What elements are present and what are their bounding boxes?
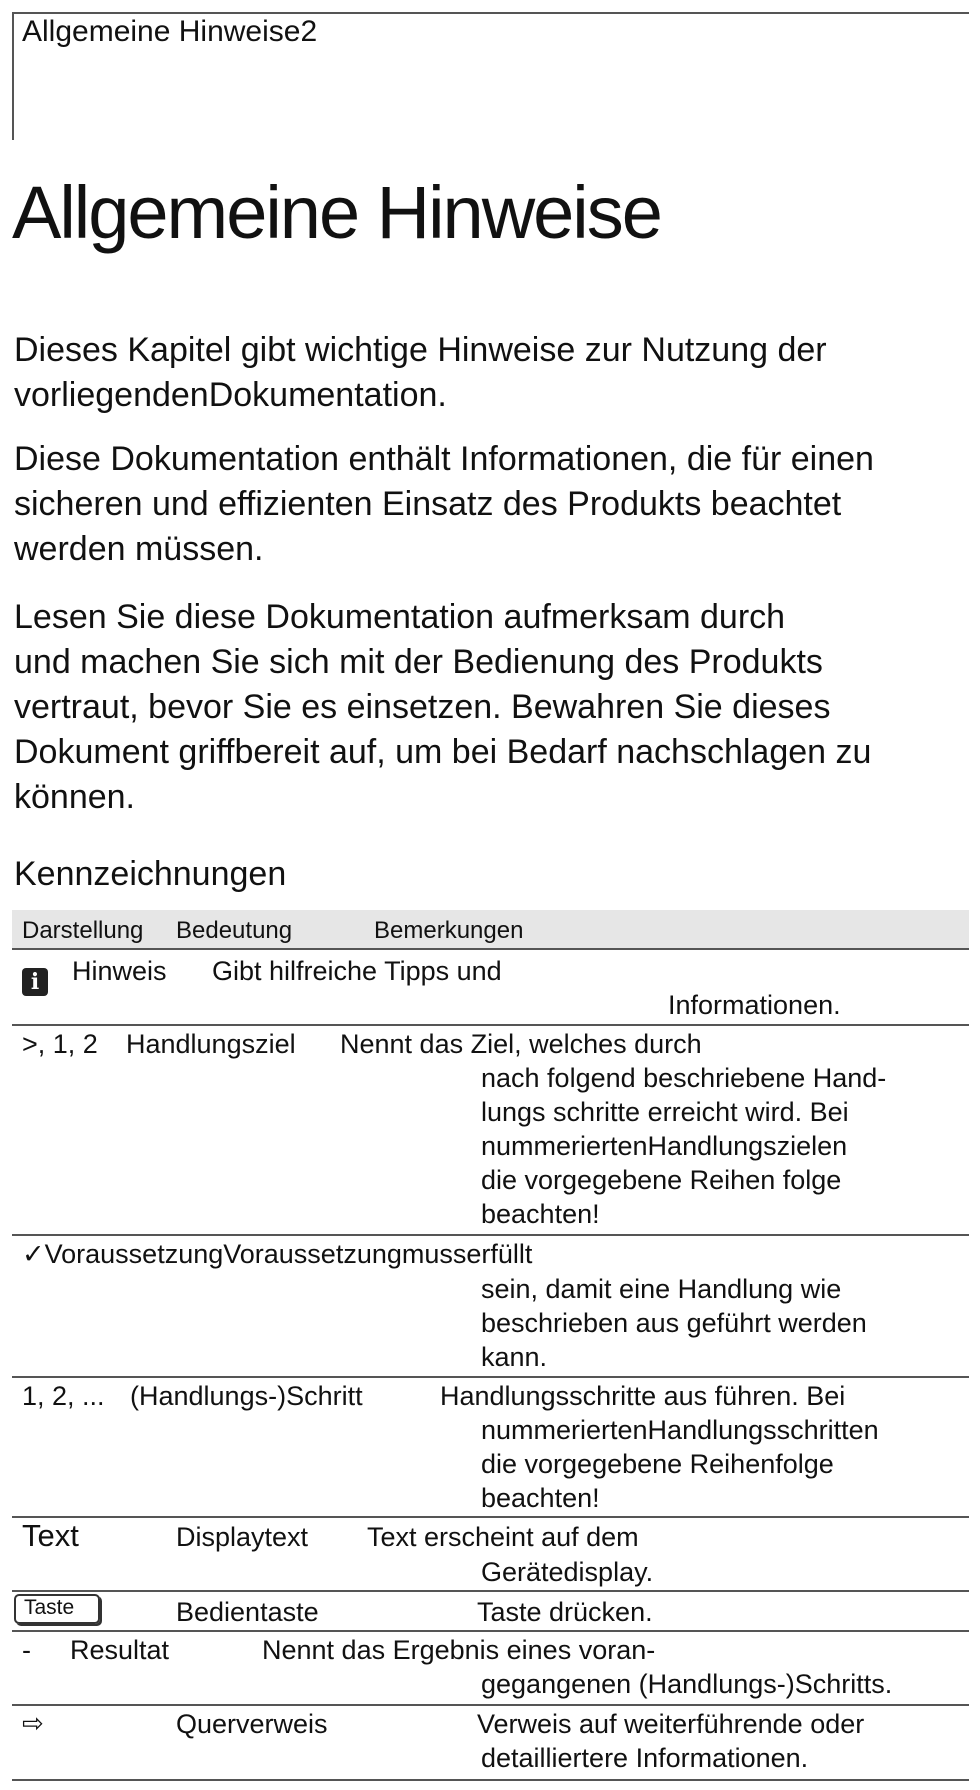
remark-line: beachten! (481, 1199, 600, 1229)
remark-line: kann. (481, 1342, 548, 1372)
row-displaytext-remark-line: Gerätedisplay. (481, 1557, 654, 1587)
row-divider (12, 1516, 969, 1518)
running-header-title: Allgemeine Hinweise (22, 15, 301, 48)
row-voraussetzung-remark-line: Voraussetzungmusserfüllt (223, 1239, 533, 1269)
row-handlungsziel-symbol: >, 1, 2 (22, 1029, 98, 1059)
paragraph-line: Lesen Sie diese Dokumentation aufmerksam durch (14, 598, 786, 636)
row-schritt-remarks (481, 1413, 879, 1515)
section-heading: Kennzeichnungen (14, 855, 287, 893)
remark-line: nummeriertenHandlungszielen (481, 1131, 848, 1161)
key-label-text: Taste (24, 1596, 75, 1619)
paragraph-1 (14, 328, 974, 418)
paragraph-line: vorliegendenDokumentation. (14, 376, 447, 414)
page-title: Allgemeine Hinweise (12, 171, 661, 254)
column-header-darstellung: Darstellung (22, 917, 144, 944)
remark-line: lungs schritte erreicht wird. Bei (481, 1097, 849, 1127)
row-voraussetzung-meaning: Voraussetzung (44, 1239, 224, 1269)
row-displaytext-remark-line: Text erscheint auf dem (367, 1522, 639, 1552)
row-divider (12, 1024, 969, 1026)
paragraph-line: werden müssen. (14, 530, 264, 568)
row-handlungsziel-meaning: Handlungsziel (126, 1029, 296, 1059)
row-schritt-meaning: (Handlungs-)Schritt (130, 1381, 363, 1411)
running-header (22, 14, 317, 50)
row-resultat-meaning: Resultat (70, 1635, 170, 1665)
paragraph-line: und machen Sie sich mit der Bedienung des Produkts (14, 643, 823, 681)
row-hinweis-meaning: Hinweis (72, 956, 167, 986)
remark-line: die vorgegebene Reihen folge (481, 1165, 842, 1195)
row-handlungsziel-remarks (481, 1061, 886, 1231)
key-label-icon (14, 1594, 100, 1624)
row-resultat-symbol: - (22, 1635, 31, 1665)
row-hinweis-remark-line: Informationen. (668, 990, 841, 1020)
row-displaytext-meaning: Displaytext (176, 1522, 309, 1552)
remark-line: detailliertere Informationen. (481, 1743, 809, 1773)
remark-line: die vorgegebene Reihenfolge (481, 1449, 834, 1479)
row-divider (12, 1376, 969, 1378)
remark-line: beachten! (481, 1483, 600, 1513)
row-resultat-remark-line: gegangenen (Handlungs-)Schritts. (481, 1669, 893, 1699)
row-divider (12, 1704, 969, 1706)
row-resultat-remark-line: Nennt das Ergebnis eines voran- (262, 1635, 656, 1665)
row-divider (12, 1630, 969, 1632)
header-side-rule (12, 12, 14, 140)
row-voraussetzung-remarks (481, 1272, 867, 1374)
row-querverweis-meaning: Querverweis (176, 1709, 328, 1739)
paragraph-line: Dieses Kapitel gibt wichtige Hinweise zur Nutzung der (14, 331, 827, 369)
row-hinweis-remark-line: Gibt hilfreiche Tipps und (212, 956, 502, 986)
info-icon: i (22, 968, 48, 996)
arrow-right-icon: ⇨ (22, 1708, 44, 1738)
column-header-bedeutung: Bedeutung (176, 917, 293, 944)
paragraph-2 (14, 437, 974, 572)
column-header-bemerkungen: Bemerkungen (374, 917, 524, 944)
row-displaytext-symbol: Text (22, 1518, 79, 1553)
remark-line: nach folgend beschriebene Hand- (481, 1063, 887, 1093)
row-bedientaste-remark-line: Taste drücken. (477, 1597, 653, 1627)
paragraph-line: Dokument griffbereit auf, um bei Bedarf nachschlagen zu (14, 733, 872, 771)
remark-line: beschrieben aus geführt werden (481, 1308, 867, 1338)
remark-line: sein, damit eine Handlung wie (481, 1274, 842, 1304)
row-bedientaste-meaning: Bedientaste (176, 1597, 319, 1627)
paragraph-line: sicheren und effizienten Einsatz des Produkts beachtet (14, 485, 842, 523)
row-schritt-remark-line: Handlungsschritte aus führen. Bei (440, 1381, 846, 1411)
row-schritt-symbol: 1, 2, ... (22, 1381, 105, 1411)
row-divider (12, 1234, 969, 1236)
page-number: 2 (300, 15, 318, 48)
remark-line: nummeriertenHandlungsschritten (481, 1415, 879, 1445)
paragraph-line: Diese Dokumentation enthält Informationen, die für einen (14, 440, 874, 478)
row-voraussetzung-first-line (22, 1237, 532, 1271)
paragraph-3 (14, 595, 974, 820)
row-handlungsziel-remark-line: Nennt das Ziel, welches durch (340, 1029, 702, 1059)
paragraph-line: vertraut, bevor Sie es einsetzen. Bewahren Sie dieses (14, 688, 831, 726)
paragraph-line: können. (14, 778, 135, 816)
remark-line: Verweis auf weiterführende oder (477, 1709, 865, 1739)
row-querverweis-remarks (477, 1707, 864, 1775)
checkmark-icon: ✓ (22, 1239, 45, 1269)
row-divider (12, 1590, 969, 1592)
table-bottom-rule (12, 1779, 969, 1781)
